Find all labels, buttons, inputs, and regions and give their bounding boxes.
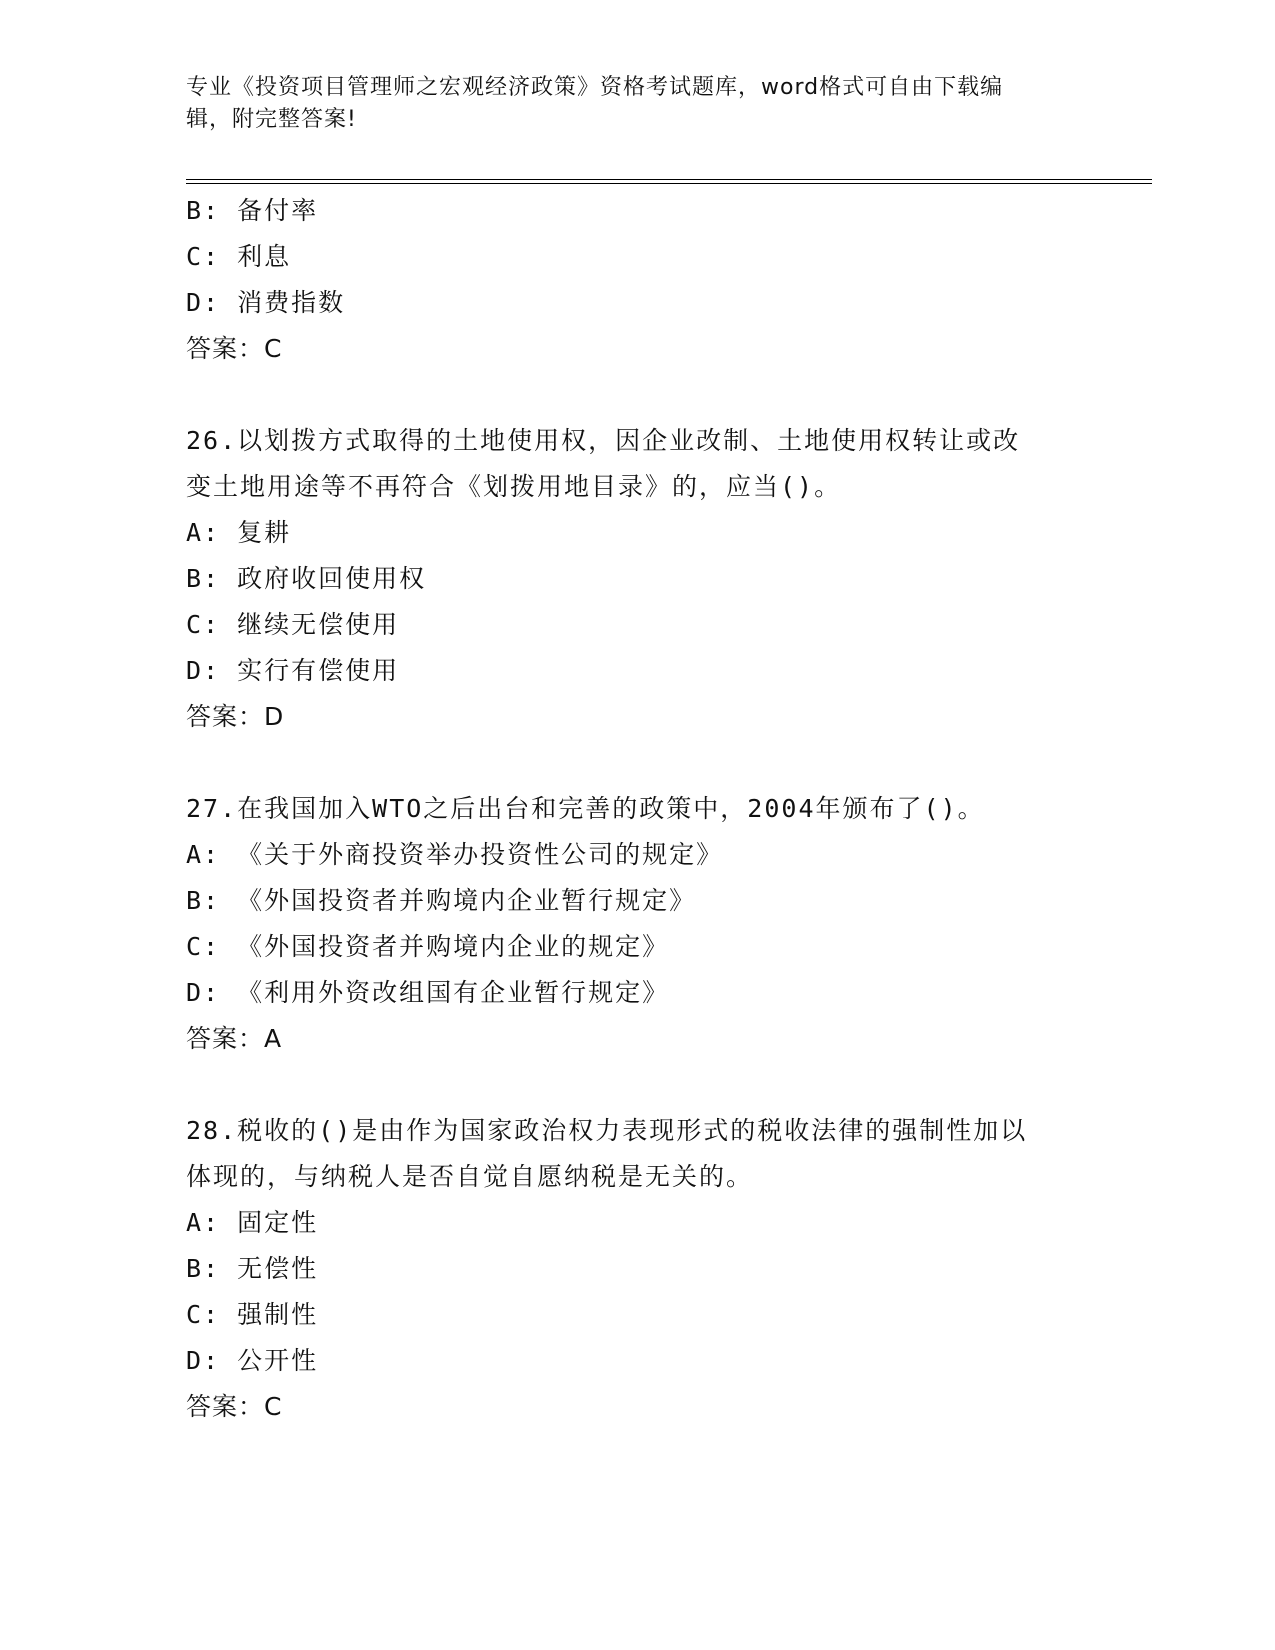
- spacer: [186, 372, 1086, 418]
- answer-line: 答案：C: [186, 334, 283, 363]
- header-line-1: 专业《投资项目管理师之宏观经济政策》资格考试题库，word格式可自由下载编: [186, 75, 1004, 100]
- option-d: D: 公开性: [186, 1346, 319, 1375]
- option-c: C: 《外国投资者并购境内企业的规定》: [186, 932, 670, 961]
- question-stem-line: 27.在我国加入WTO之后出台和完善的政策中，2004年颁布了()。: [186, 794, 985, 823]
- answer-line: 答案：C: [186, 1392, 283, 1421]
- question-stem-line: 26.以划拨方式取得的土地使用权，因企业改制、土地使用权转让或改: [186, 426, 1021, 455]
- document-header: [186, 72, 1066, 136]
- option-c: C: 继续无偿使用: [186, 610, 400, 639]
- spacer: [186, 740, 1086, 786]
- option-b: B: 无偿性: [186, 1254, 319, 1283]
- answer-line: 答案：A: [186, 1024, 283, 1053]
- header-divider-top: [186, 179, 1152, 180]
- option-a: A: 《关于外商投资举办投资性公司的规定》: [186, 840, 724, 869]
- option-c: C: 利息: [186, 242, 292, 271]
- answer-line: 答案：D: [186, 702, 285, 731]
- header-line-2: 辑，附完整答案!: [186, 107, 357, 132]
- option-a: A: 固定性: [186, 1208, 319, 1237]
- option-b: B: 备付率: [186, 196, 319, 225]
- question-stem-line: 28.税收的()是由作为国家政治权力表现形式的税收法律的强制性加以: [186, 1116, 1028, 1145]
- header-divider-bottom: [186, 183, 1152, 184]
- option-d: D: 消费指数: [186, 288, 346, 317]
- option-b: B: 政府收回使用权: [186, 564, 427, 593]
- question-26: [186, 418, 1086, 740]
- question-list: [186, 188, 1086, 1430]
- option-b: B: 《外国投资者并购境内企业暂行规定》: [186, 886, 697, 915]
- spacer: [186, 1062, 1086, 1108]
- option-d: D: 实行有偿使用: [186, 656, 400, 685]
- previous-question-tail: [186, 188, 1086, 372]
- question-28: [186, 1108, 1086, 1430]
- question-stem-line: 变土地用途等不再符合《划拨用地目录》的，应当()。: [186, 472, 842, 501]
- question-27: [186, 786, 1086, 1062]
- option-d: D: 《利用外资改组国有企业暂行规定》: [186, 978, 670, 1007]
- option-c: C: 强制性: [186, 1300, 319, 1329]
- question-stem-line: 体现的，与纳税人是否自觉自愿纳税是无关的。: [186, 1162, 754, 1191]
- option-a: A: 复耕: [186, 518, 292, 547]
